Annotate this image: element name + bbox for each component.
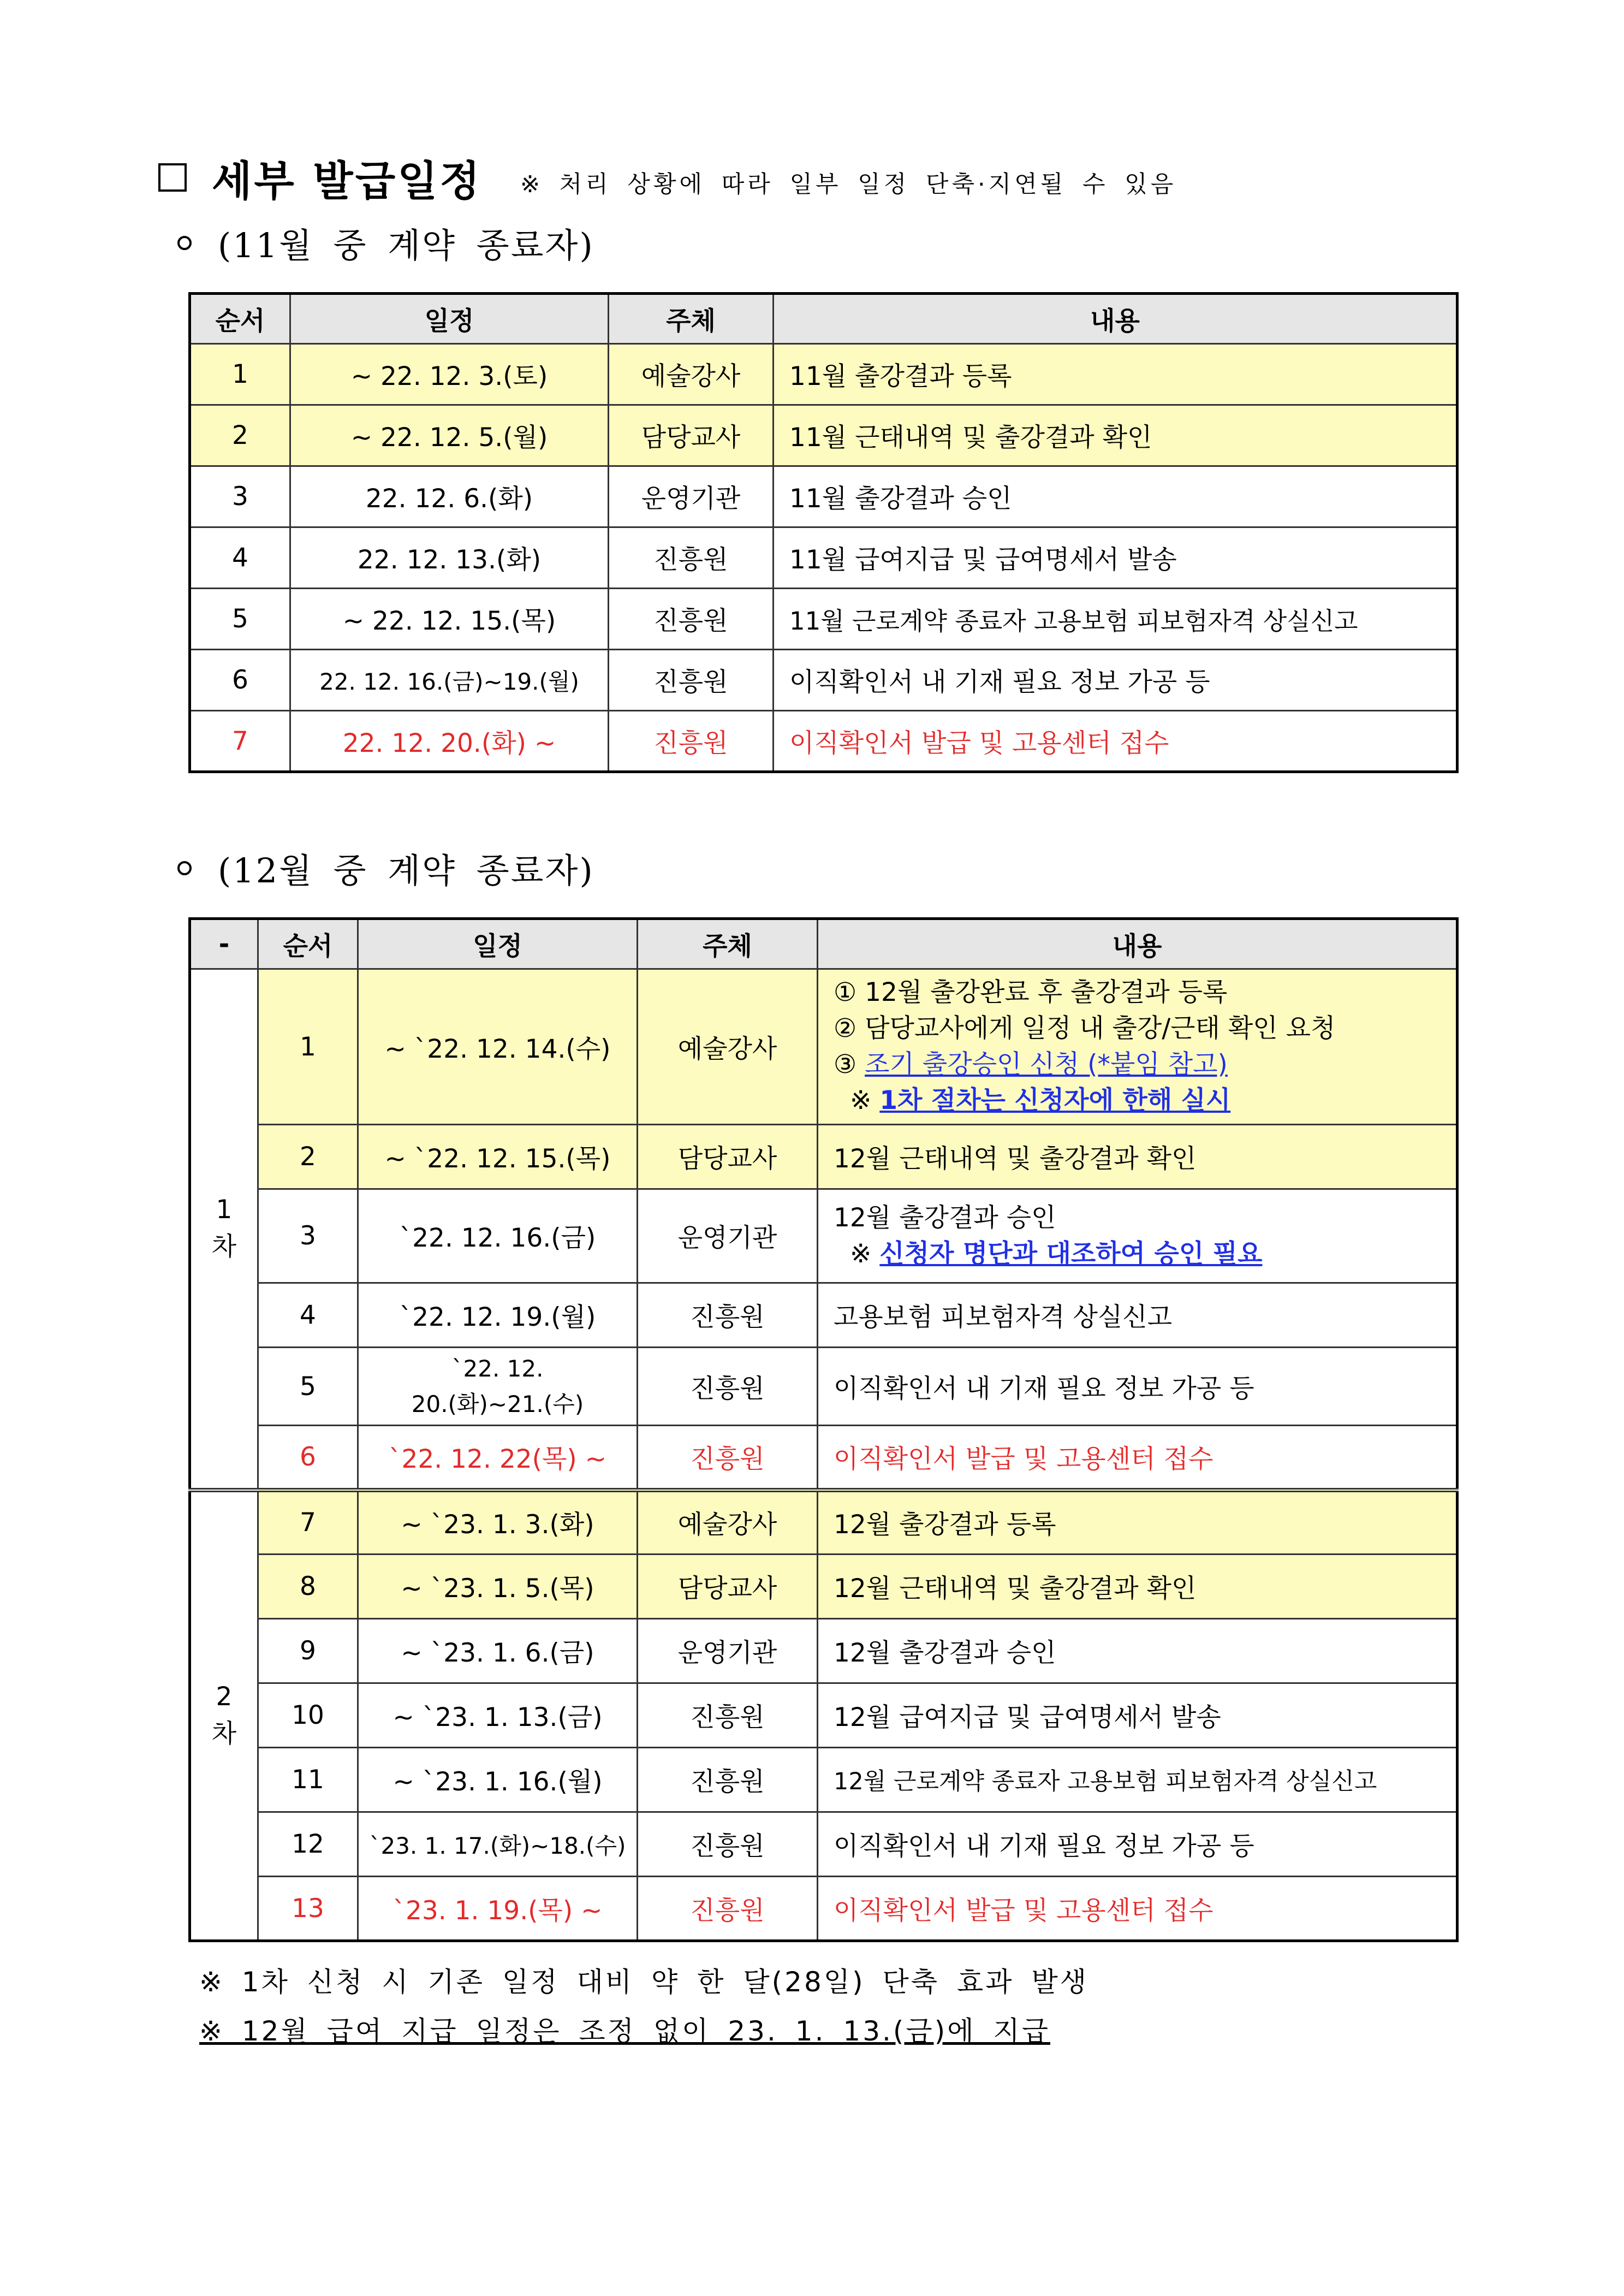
- attachment-reference: 조기 출강승인 신청 (*붙임 참고): [865, 1049, 1228, 1079]
- phase-1-label: 1 차: [190, 969, 258, 1490]
- table-row: 2 ~ 22. 12. 5.(월) 담당교사 11월 근태내역 및 출강결과 확인: [190, 405, 1458, 466]
- table-row: 5 ~ 22. 12. 15.(목) 진흥원 11월 근로계약 종료자 고용보험 피보험자격 상실신고: [190, 589, 1458, 650]
- table-row: 2 ~ `22. 12. 15.(목) 담당교사 12월 근태내역 및 출강결과 확인: [190, 1125, 1458, 1189]
- schedule-table-nov: [188, 292, 1459, 773]
- table-row: 11 ~ `23. 1. 16.(월) 진흥원 12월 근로계약 종료자 고용보험 피보험자격 상실신고: [190, 1748, 1458, 1812]
- table-row: 6 `22. 12. 22(목) ~ 진흥원 이직확인서 발급 및 고용센터 접수: [190, 1426, 1458, 1490]
- table-row: 8 ~ `23. 1. 5.(목) 담당교사 12월 근태내역 및 출강결과 확인: [190, 1555, 1458, 1619]
- heading-title: 세부 발급일정: [212, 156, 482, 205]
- circle-bullet-icon: [177, 861, 192, 875]
- heading-note: ※ 처리 상황에 따라 일부 일정 단축·지연될 수 있음: [520, 170, 1177, 198]
- table-row: 12 `23. 1. 17.(화)~18.(수) 진흥원 이직확인서 내 기재 필요 정보 가공 등: [190, 1812, 1458, 1877]
- table-header-row: 순서 일정 주체 내용: [190, 294, 1458, 344]
- footnote-2: ※ 12월 급여 지급 일정은 조정 없이 23. 1. 13.(금)에 지급: [199, 2015, 1051, 2047]
- table-row: 7 22. 12. 20.(화) ~ 진흥원 이직확인서 발급 및 고용센터 접수: [190, 711, 1458, 772]
- table-row: 3 `22. 12. 16.(금) 운영기관 12월 출강결과 승인 ※ 신청자 명단과 대조하여 승인 필요: [190, 1189, 1458, 1283]
- table-row: 1 ~ 22. 12. 3.(토) 예술강사 11월 출강결과 등록: [190, 344, 1458, 405]
- schedule-table-dec: [188, 917, 1459, 1942]
- square-bullet-icon: [158, 163, 187, 192]
- table-row: 4 22. 12. 13.(화) 진흥원 11월 급여지급 및 급여명세서 발송: [190, 527, 1458, 589]
- table-row: 6 22. 12. 16.(금)~19.(월) 진흥원 이직확인서 내 기재 필요 정보 가공 등: [190, 650, 1458, 711]
- table-row: 3 22. 12. 6.(화) 운영기관 11월 출강결과 승인: [190, 466, 1458, 527]
- footnote-1: ※ 1차 신청 시 기존 일정 대비 약 한 달(28일) 단축 효과 발생: [199, 1966, 1089, 1998]
- section1-title: (11월 중 계약 종료자): [177, 218, 594, 267]
- table-row: 13 `23. 1. 19.(목) ~ 진흥원 이직확인서 발급 및 고용센터 접수: [190, 1877, 1458, 1941]
- table-row: 4 `22. 12. 19.(월) 진흥원 고용보험 피보험자격 상실신고: [190, 1283, 1458, 1348]
- section2-title: (12월 중 계약 종료자): [177, 844, 594, 892]
- table-row: 5 `22. 12. 20.(화)~21.(수) 진흥원 이직확인서 내 기재 필요 정보 가공 등: [190, 1348, 1458, 1426]
- table-row: 10 ~ `23. 1. 13.(금) 진흥원 12월 급여지급 및 급여명세서 발송: [190, 1683, 1458, 1748]
- phase-2-label: 2 차: [190, 1490, 258, 1941]
- table-row: 2 차 7 ~ `23. 1. 3.(화) 예술강사 12월 출강결과 등록: [190, 1490, 1458, 1555]
- table-row: 9 ~ `23. 1. 6.(금) 운영기관 12월 출강결과 승인: [190, 1619, 1458, 1683]
- section-heading: [158, 145, 1176, 210]
- table-header-row: - 순서 일정 주체 내용: [190, 919, 1458, 969]
- table-row: 1 차 1 ~ `22. 12. 14.(수) 예술강사 ① 12월 출강완료 후 출강결과 등록 ② 담당교사에게 일정 내 출강/근태 확인 요청 ③ 조기 출강승인 신청 (*붙임 참고) ※ 1차 절차는 신청자에 한해 실시: [190, 969, 1458, 1125]
- circle-bullet-icon: [177, 236, 192, 250]
